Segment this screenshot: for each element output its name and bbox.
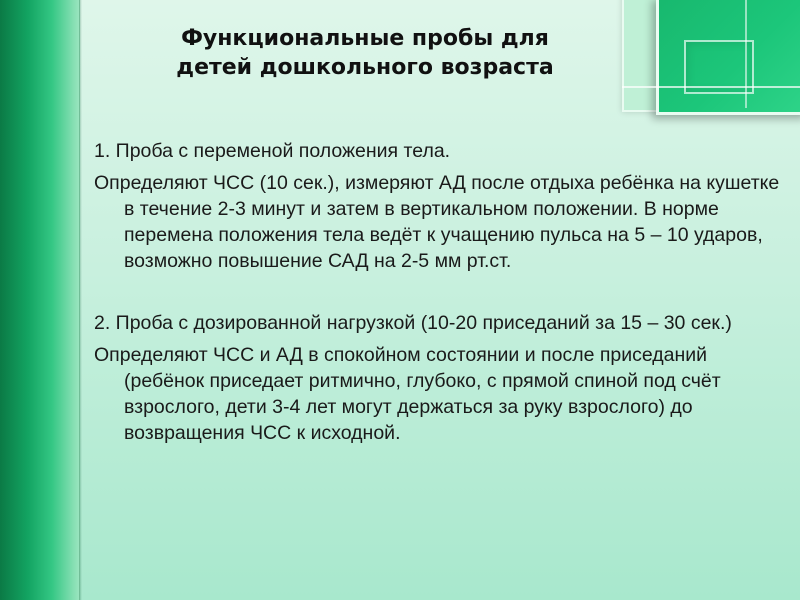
slide-title-line-1: Функциональные пробы для xyxy=(181,26,549,51)
left-decorative-bar xyxy=(0,0,80,600)
slide-body xyxy=(94,138,784,452)
corner-decoration-line-vertical xyxy=(745,0,747,108)
slide-title xyxy=(150,24,580,82)
paragraph-test-2-description: Определяют ЧСС и АД в спокойном состоянии и после приседаний (ребёнок приседает ритмично, глубоко, с прямой спиной под счёт взрослого, дети 3-4 лет могут держаться за руку взрослого) до возвращения ЧСС к исходной. xyxy=(94,344,721,444)
paragraph-test-2-heading: 2. Проба с дозированной нагрузкой (10-20 приседаний за 15 – 30 сек.) xyxy=(94,312,732,334)
corner-decoration-line-horizontal xyxy=(622,86,800,88)
slide-title-line-2: детей дошкольного возраста xyxy=(176,55,554,80)
left-bar-shadow xyxy=(79,0,82,600)
paragraph-test-1-description: Определяют ЧСС (10 сек.), измеряют АД после отдыха ребёнка на кушетке в течение 2-3 минут и затем в вертикальном положении. В норме перемена положения тела ведёт к учащению пульса на 5 – 10 ударов, возможно повышение САД на 2-5 мм рт.ст. xyxy=(94,172,780,272)
paragraph-test-1-heading: 1. Проба с переменой положения тела. xyxy=(94,140,451,162)
